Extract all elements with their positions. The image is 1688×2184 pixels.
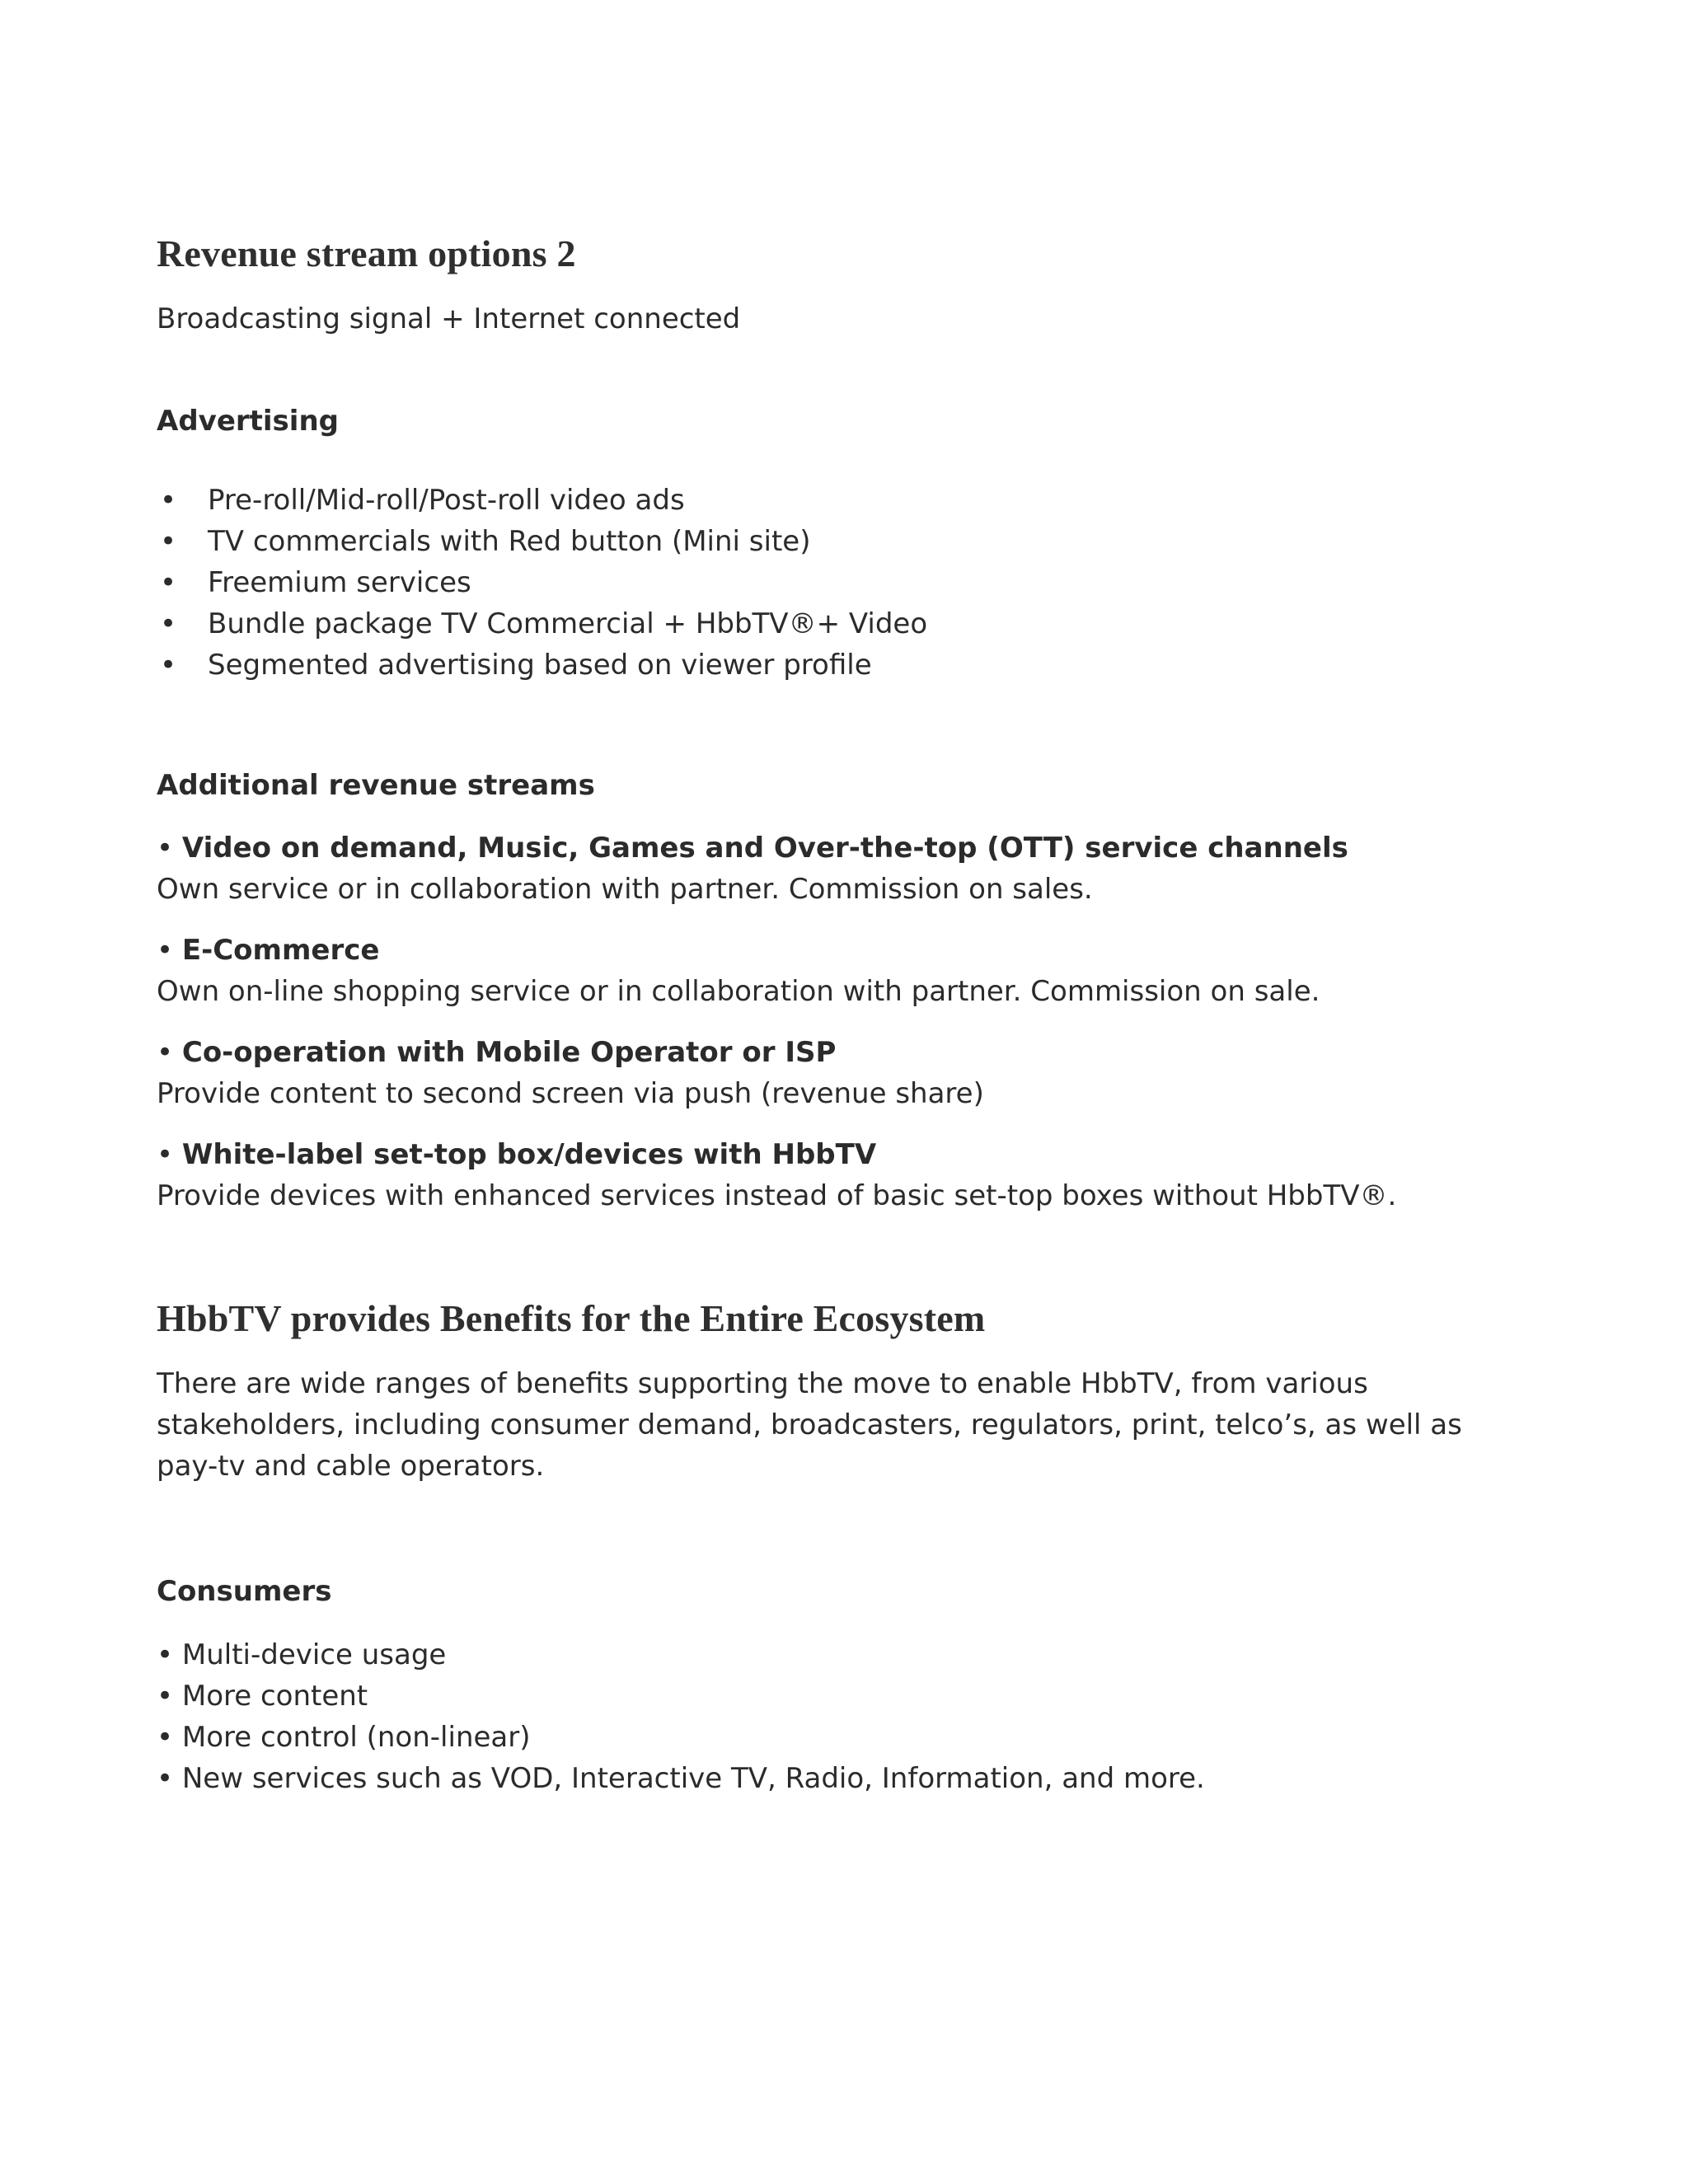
benefits-paragraph: There are wide ranges of benefits supporting the move to enable HbbTV, from various stakeholders, including consumer demand, broadcasters, regulators, print, telco’s, as well as pay-tv and cable operators. bbox=[157, 1367, 1462, 1483]
bullet-icon: • bbox=[160, 566, 177, 599]
bullet-icon: • bbox=[160, 484, 177, 517]
page-title: Revenue stream options 2 bbox=[157, 232, 576, 274]
bullet-icon: • bbox=[157, 1036, 174, 1069]
list-item: • More content bbox=[157, 1680, 368, 1713]
list-item bbox=[157, 480, 1558, 521]
section-title: HbbTV provides Benefits for the Entire Ecosystem bbox=[157, 1297, 986, 1339]
bullet-icon: • bbox=[157, 934, 174, 967]
bullet-icon: • bbox=[157, 1138, 174, 1171]
list-item-text: Segmented advertising based on viewer profile bbox=[208, 649, 872, 682]
list-item-text: Freemium services bbox=[208, 566, 471, 599]
list-item-text: Bundle package TV Commercial + HbbTV®+ Video bbox=[208, 607, 928, 640]
list-item bbox=[157, 603, 1558, 644]
revenue-stream-item bbox=[157, 1032, 1558, 1114]
list-item: • New services such as VOD, Interactive TV, Radio, Information, and more. bbox=[157, 1762, 1205, 1795]
revenue-streams-list bbox=[157, 827, 1558, 1236]
list-item bbox=[157, 562, 1558, 603]
stream-description: Provide devices with enhanced services instead of basic set-top boxes without HbbTV®. bbox=[157, 1179, 1397, 1212]
bullet-icon: • bbox=[160, 607, 177, 640]
list-item bbox=[157, 521, 1558, 562]
stream-description: Provide content to second screen via push (revenue share) bbox=[157, 1077, 984, 1110]
stream-title: E-Commerce bbox=[181, 934, 380, 967]
list-item: • More control (non-linear) bbox=[157, 1721, 531, 1754]
revenue-stream-item bbox=[157, 930, 1558, 1012]
stream-description: Own on-line shopping service or in collaboration with partner. Commission on sale. bbox=[157, 975, 1320, 1008]
revenue-stream-item bbox=[157, 827, 1558, 910]
list-item-text: Pre-roll/Mid-roll/Post-roll video ads bbox=[208, 484, 685, 517]
stream-description: Own service or in collaboration with partner. Commission on sales. bbox=[157, 873, 1093, 906]
bullet-icon: • bbox=[160, 649, 177, 682]
list-item: • Multi-device usage bbox=[157, 1638, 447, 1671]
bullet-icon: • bbox=[157, 832, 174, 865]
additional-revenue-heading: Additional revenue streams bbox=[157, 769, 595, 802]
stream-title: Video on demand, Music, Games and Over-the-top (OTT) service channels bbox=[181, 832, 1348, 865]
stream-title: White-label set-top box/devices with HbbTV bbox=[181, 1138, 877, 1171]
bullet-icon: • bbox=[160, 525, 177, 558]
consumers-heading: Consumers bbox=[157, 1575, 332, 1608]
advertising-list-container bbox=[157, 480, 1558, 686]
page-subtitle: Broadcasting signal + Internet connected bbox=[157, 302, 741, 335]
advertising-list bbox=[157, 480, 1558, 686]
revenue-stream-item bbox=[157, 1134, 1558, 1216]
section-hbbtv-benefits bbox=[157, 1296, 1558, 1341]
stream-title: Co-operation with Mobile Operator or ISP bbox=[181, 1036, 837, 1069]
list-item bbox=[157, 644, 1558, 686]
list-item-text: TV commercials with Red button (Mini site) bbox=[208, 525, 811, 558]
section-revenue-options bbox=[157, 231, 1558, 276]
consumers-list bbox=[157, 1634, 1558, 1799]
advertising-heading: Advertising bbox=[157, 405, 339, 438]
